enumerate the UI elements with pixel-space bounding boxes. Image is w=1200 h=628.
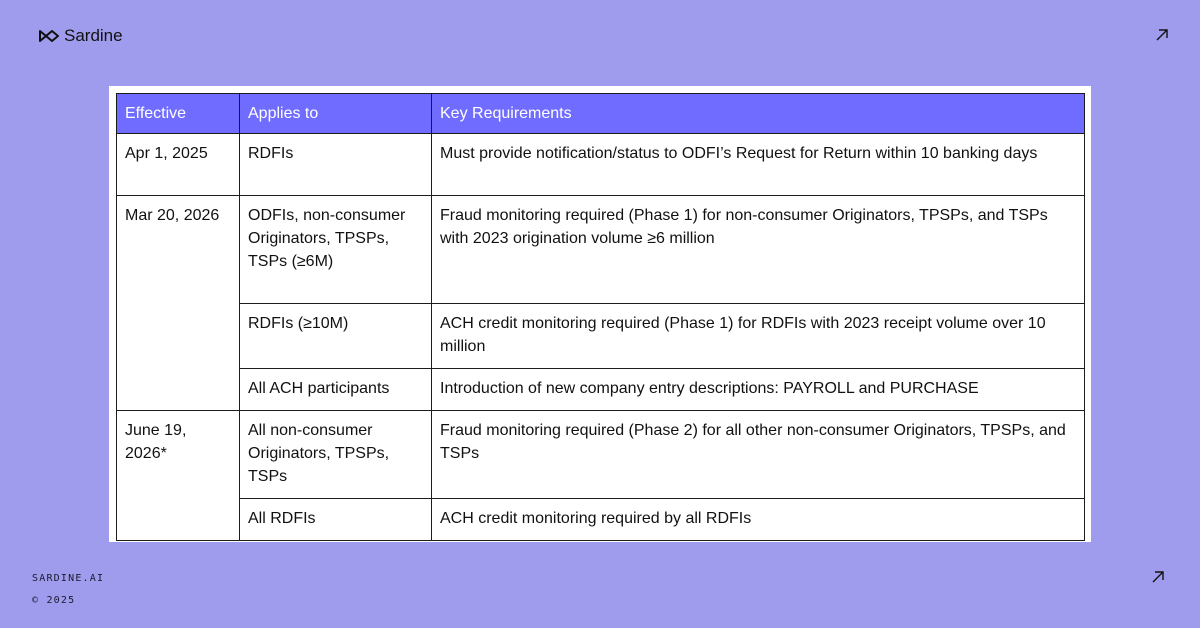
brand-logo[interactable]: [38, 26, 123, 46]
brand-name: Sardine: [64, 26, 123, 45]
requirements-card: [109, 86, 1091, 542]
requirements-cell: Must provide notification/status to ODFI’s Request for Return within 10 banking days: [432, 134, 1085, 196]
effective-cell: Apr 1, 2025: [117, 134, 240, 196]
requirements-cell: Fraud monitoring required (Phase 2) for all other non-consumer Originators, TPSPs, and TSPs: [432, 411, 1085, 499]
footer: [32, 568, 104, 612]
applies-to-cell: All non-consumer Originators, TPSPs, TSPs: [240, 411, 432, 499]
requirements-table: [116, 93, 1085, 541]
table-row: [117, 134, 1085, 196]
table-header-row: [117, 94, 1085, 134]
applies-to-cell: RDFIs (≥10M): [240, 304, 432, 369]
effective-cell: Mar 20, 2026: [117, 196, 240, 411]
applies-to-cell: All ACH participants: [240, 369, 432, 411]
applies-to-cell: All RDFIs: [240, 499, 432, 541]
arrow-up-right-icon[interactable]: [1155, 28, 1169, 47]
requirements-cell: ACH credit monitoring required by all RDFIs: [432, 499, 1085, 541]
requirements-cell: Fraud monitoring required (Phase 1) for non-consumer Originators, TPSPs, and TSPs with 2023 origination volume ≥6 million: [432, 196, 1085, 304]
requirements-cell: Introduction of new company entry descriptions: PAYROLL and PURCHASE: [432, 369, 1085, 411]
header-key-requirements: Key Requirements: [432, 94, 1085, 134]
applies-to-cell: ODFIs, non-consumer Originators, TPSPs, TSPs (≥6M): [240, 196, 432, 304]
arrow-up-right-icon[interactable]: [1151, 570, 1165, 589]
footer-copyright: © 2025: [32, 595, 76, 606]
table-row: [117, 196, 1085, 304]
table-row: [117, 369, 1085, 411]
requirements-cell: ACH credit monitoring required (Phase 1) for RDFIs with 2023 receipt volume over 10 million: [432, 304, 1085, 369]
table-row: [117, 411, 1085, 499]
header-effective: Effective: [117, 94, 240, 134]
effective-cell: June 19, 2026*: [117, 411, 240, 541]
table-row: [117, 499, 1085, 541]
table-row: [117, 304, 1085, 369]
footer-site[interactable]: SARDINE.AI: [32, 573, 105, 584]
header-applies-to: Applies to: [240, 94, 432, 134]
sardine-logo-icon: [38, 28, 60, 44]
applies-to-cell: RDFIs: [240, 134, 432, 196]
